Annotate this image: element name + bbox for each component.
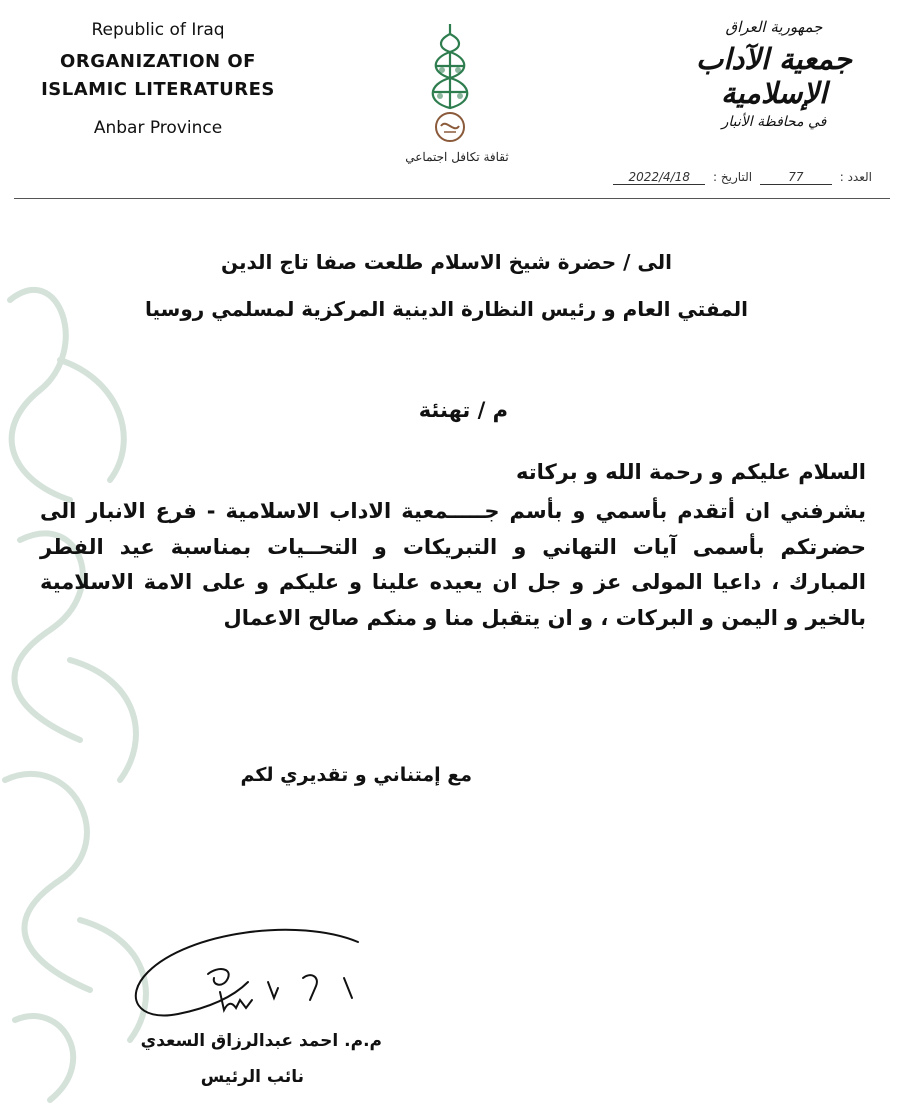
motto-text: ثقافة تكافل اجتماعي <box>405 150 509 164</box>
province-name-ar: في محافظة الأنبار <box>721 114 827 130</box>
letter-body <box>40 494 866 636</box>
date-label: التاريخ : <box>713 170 753 184</box>
body-line-3: المبارك ، داعيا المولى عز و جل ان يعيده علينا و عليكم و على الامة الاسلامية <box>40 570 866 594</box>
organization-name-ar: جمعية الآداب الإسلامية <box>696 42 852 110</box>
recipient-line-2: المفتي العام و رئيس النظارة الدينية المركزية لمسلمي روسيا <box>145 297 748 321</box>
handwritten-signature <box>128 922 368 1032</box>
closing-remark: مع إمتناني و تقديري لكم <box>240 764 472 786</box>
header-divider <box>14 198 890 199</box>
greeting: السلام عليكم و رحمة الله و بركاته <box>515 460 866 484</box>
organization-name-line2: ISLAMIC LITERATURES <box>41 79 275 100</box>
number-label: العدد : <box>839 170 872 184</box>
country-name-ar: جمهورية العراق <box>725 18 823 36</box>
islamic-calligraphy-emblem-icon <box>420 22 480 152</box>
body-line-1: يشرفني ان أتقدم بأسمي و بأسم جـــــمعية الاداب الاسلامية - فرع الانبار الى <box>40 499 866 523</box>
country-name-en: Republic of Iraq <box>91 20 225 40</box>
reference-line <box>609 170 872 185</box>
organization-name-line1: ORGANIZATION OF <box>60 51 256 72</box>
subject-line: م / تهنئة <box>418 398 508 422</box>
province-name-en: Anbar Province <box>93 118 223 138</box>
signer-name: م.م. احمد عبدالرزاق السعدي <box>140 1031 382 1051</box>
letterhead-arabic <box>674 18 874 130</box>
body-line-4: بالخير و اليمن و البركات ، و ان يتقبل منا و منكم صالح الاعمال <box>223 605 866 630</box>
letterhead-english <box>38 20 278 138</box>
signer-title: نائب الرئيس <box>200 1067 304 1087</box>
organization-name-en <box>38 48 278 104</box>
recipient-line-1: الى / حضرة شيخ الاسلام طلعت صفا تاج الدين <box>220 250 672 274</box>
body-line-2: حضرتكم بأسمى آيات التهاني و التبريكات و التحــيات بمناسبة عيد الفطر <box>40 534 866 559</box>
number-value: 77 <box>760 170 832 185</box>
date-value: 2022/4/18 <box>613 170 705 185</box>
